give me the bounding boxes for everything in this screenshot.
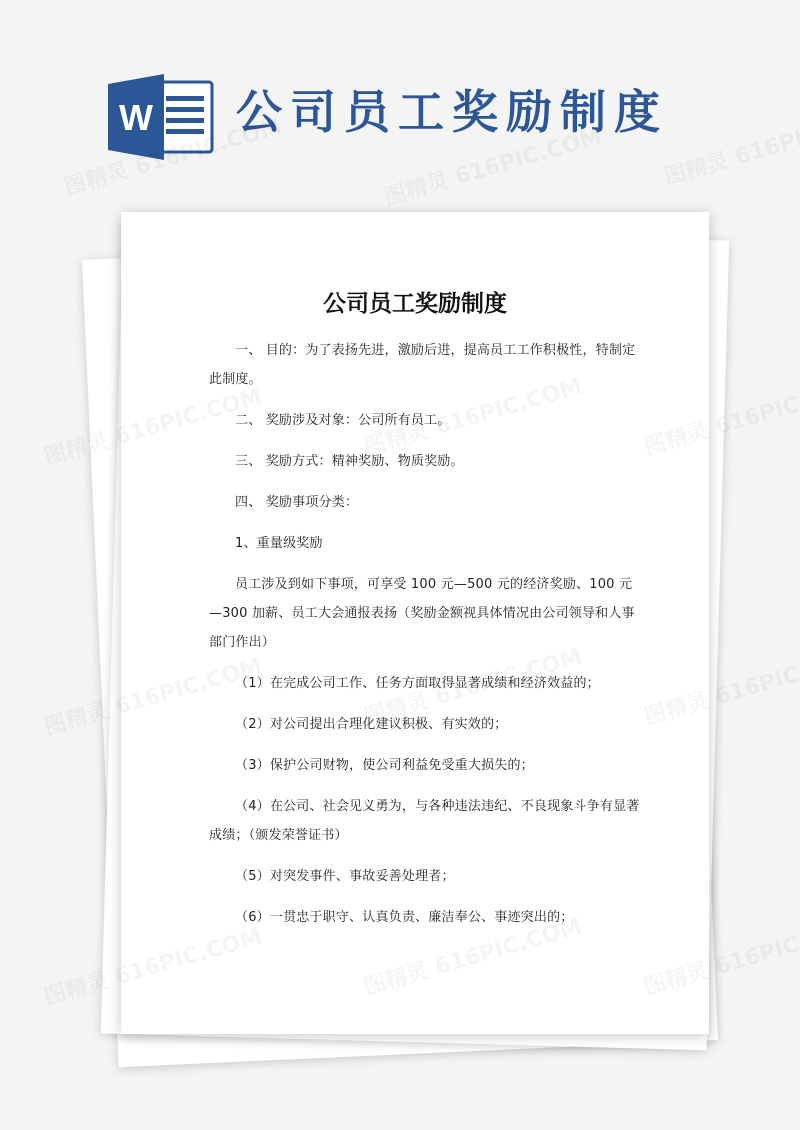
- paragraph: （1）在完成公司工作、任务方面取得显著成绩和经济效益的；: [235, 676, 600, 691]
- paragraph: （3）保护公司财物，使公司利益免受重大损失的；: [235, 758, 534, 773]
- document-body: [209, 336, 643, 944]
- paragraph: 四、 奖励事项分类：: [235, 495, 359, 510]
- paragraph: （2）对公司提出合理化建议积极、有实效的；: [235, 717, 508, 732]
- paragraph: （6）一贯忠于职守、认真负责、廉洁奉公、事迹突出的；: [235, 910, 574, 925]
- word-logo-letter: W: [119, 97, 153, 138]
- paragraph: 1、重量级奖励: [235, 536, 323, 551]
- paragraph: 一、 目的：为了表扬先进，激励后进，提高员工工作积极性，特制定此制度。: [209, 343, 636, 387]
- paragraph: （4）在公司、社会见义勇为，与各种违法违纪、不良现象斗争有显著成绩；（颁发荣誉证书）: [209, 799, 640, 843]
- header-title: 公司员工奖励制度: [236, 85, 668, 139]
- paragraph: 二、 奖励涉及对象：公司所有员工。: [235, 413, 451, 428]
- header-banner: [0, 0, 800, 190]
- document-page: [121, 212, 709, 1034]
- paragraph: （5）对突发事件、事故妥善处理者；: [235, 869, 455, 884]
- word-document-icon: [108, 74, 216, 160]
- paragraph: 三、 奖励方式：精神奖励、物质奖励。: [235, 454, 464, 469]
- document-title: 公司员工奖励制度: [323, 291, 507, 317]
- paragraph: 员工涉及到如下事项，可享受 100 元—500 元的经济奖励、100 元—300 加薪、员工大会通报表扬（奖励金额视具体情况由公司领导和人事部门作出）: [209, 577, 635, 650]
